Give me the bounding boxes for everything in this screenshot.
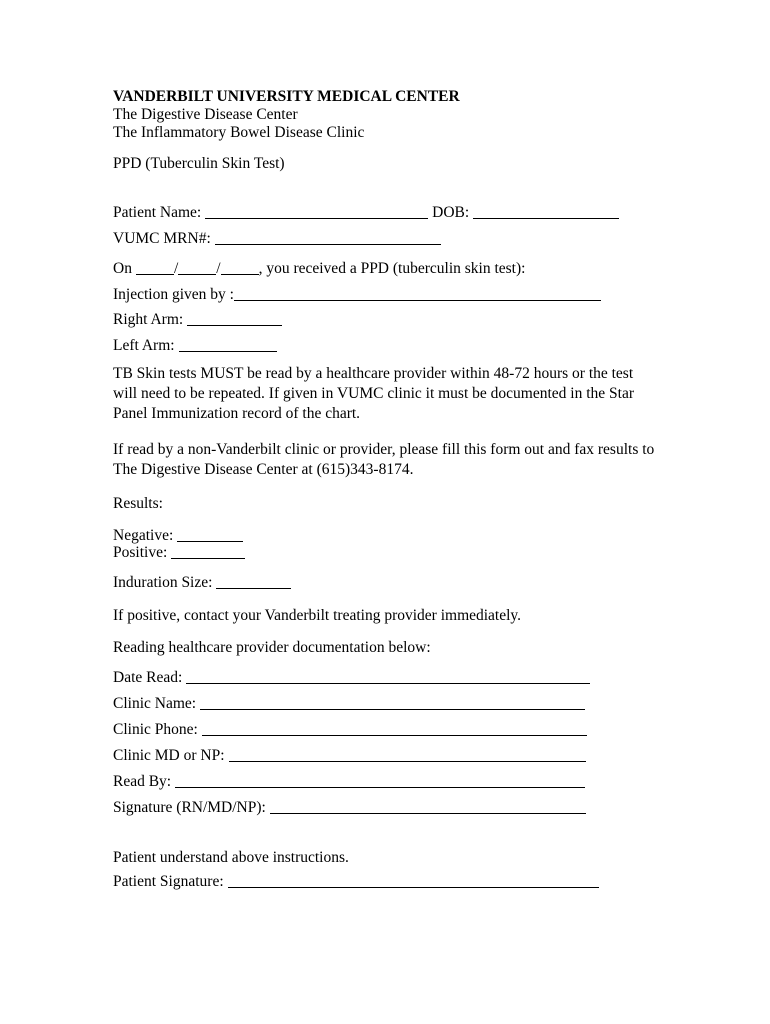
provider-documentation-section bbox=[113, 665, 715, 821]
positive-instruction: If positive, contact your Vanderbilt treating provider immediately. bbox=[113, 607, 522, 624]
right-arm-label: Right Arm: bbox=[113, 311, 184, 328]
signature-blank[interactable] bbox=[270, 801, 586, 814]
fax-instruction-paragraph: If read by a non-Vanderbilt clinic or provider, please fill this form out and fax results to The Digestive Disease Center at (615)343-8174. bbox=[113, 441, 655, 478]
clinic-name-row bbox=[113, 691, 715, 717]
date-read-row bbox=[113, 665, 715, 691]
department-name: The Digestive Disease Center bbox=[113, 106, 298, 123]
mrn-blank[interactable] bbox=[215, 232, 441, 245]
clinic-md-np-label: Clinic MD or NP: bbox=[113, 747, 225, 764]
patient-name-blank[interactable] bbox=[205, 206, 428, 219]
on-label: On bbox=[113, 260, 132, 277]
signature-row bbox=[113, 795, 715, 821]
negative-row bbox=[113, 527, 715, 544]
patient-signature-label: Patient Signature: bbox=[113, 873, 224, 890]
right-arm-row bbox=[113, 309, 715, 331]
signature-label: Signature (RN/MD/NP): bbox=[113, 799, 266, 816]
organization-name: VANDERBILT UNIVERSITY MEDICAL CENTER bbox=[113, 88, 460, 105]
clinic-phone-row bbox=[113, 717, 715, 743]
clinic-phone-blank[interactable] bbox=[202, 723, 587, 736]
patient-name-row bbox=[113, 202, 715, 224]
read-by-blank[interactable] bbox=[175, 775, 585, 788]
read-by-row bbox=[113, 769, 715, 795]
date-separator-1: / bbox=[173, 260, 179, 277]
right-arm-blank[interactable] bbox=[187, 313, 282, 326]
injection-label: Injection given by : bbox=[113, 286, 234, 303]
dob-label: DOB: bbox=[432, 204, 470, 221]
acknowledgement-statement: Patient understand above instructions. bbox=[113, 849, 349, 866]
date-month-blank[interactable] bbox=[136, 262, 174, 275]
date-separator-2: / bbox=[216, 260, 221, 277]
date-read-blank[interactable] bbox=[186, 671, 590, 684]
results-heading: Results: bbox=[113, 495, 163, 512]
dob-blank[interactable] bbox=[473, 206, 619, 219]
positive-row bbox=[113, 544, 715, 561]
clinic-name: The Inflammatory Bowel Disease Clinic bbox=[113, 124, 365, 141]
clinic-phone-label: Clinic Phone: bbox=[113, 721, 198, 738]
positive-blank[interactable] bbox=[171, 546, 245, 559]
clinic-md-np-blank[interactable] bbox=[229, 749, 586, 762]
induration-row bbox=[113, 574, 715, 591]
induration-label: Induration Size: bbox=[113, 574, 213, 591]
administration-date-suffix: , you received a PPD (tuberculin skin test): bbox=[258, 260, 526, 277]
form-header bbox=[113, 88, 715, 142]
injection-row bbox=[113, 284, 715, 306]
clinic-name-blank[interactable] bbox=[200, 697, 585, 710]
patient-signature-blank[interactable] bbox=[228, 875, 599, 888]
left-arm-row bbox=[113, 335, 715, 357]
negative-label: Negative: bbox=[113, 527, 174, 544]
injection-blank[interactable] bbox=[234, 288, 601, 301]
read-by-label: Read By: bbox=[113, 773, 172, 790]
clinic-md-np-row bbox=[113, 743, 715, 769]
left-arm-blank[interactable] bbox=[179, 339, 277, 352]
date-read-label: Date Read: bbox=[113, 669, 183, 686]
date-day-blank[interactable] bbox=[178, 262, 216, 275]
positive-label: Positive: bbox=[113, 544, 168, 561]
clinic-name-label: Clinic Name: bbox=[113, 695, 197, 712]
negative-blank[interactable] bbox=[177, 529, 243, 542]
administration-date-row bbox=[113, 258, 715, 280]
patient-name-label: Patient Name: bbox=[113, 204, 202, 221]
mrn-row bbox=[113, 228, 715, 250]
date-year-blank[interactable] bbox=[221, 262, 259, 275]
form-title: PPD (Tuberculin Skin Test) bbox=[113, 155, 285, 172]
left-arm-label: Left Arm: bbox=[113, 337, 175, 354]
provider-doc-heading: Reading healthcare provider documentation below: bbox=[113, 639, 431, 656]
patient-signature-row bbox=[113, 870, 715, 894]
mrn-label: VUMC MRN#: bbox=[113, 230, 211, 247]
induration-blank[interactable] bbox=[216, 576, 291, 589]
read-requirement-paragraph: TB Skin tests MUST be read by a healthcare provider within 48-72 hours or the test will need to be repeated. If given in VUMC clinic it must be documented in the Star Panel Immunization record of the chart. bbox=[113, 365, 634, 422]
